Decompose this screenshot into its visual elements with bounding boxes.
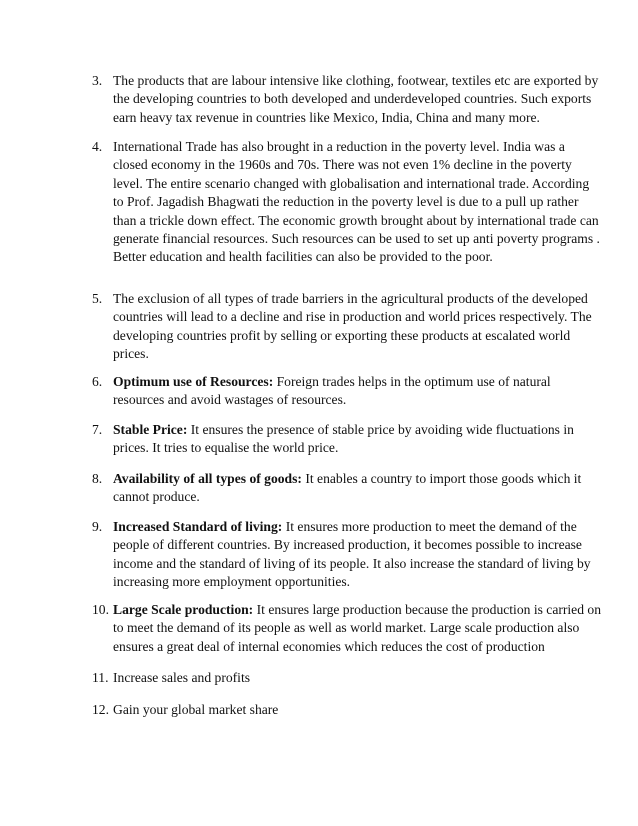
item-heading: Stable Price: (113, 422, 188, 437)
list-item-9 (92, 518, 591, 592)
item-number: 11. (92, 670, 109, 685)
text-line: than a trickle down effect. The economic growth brought about by international trade can (113, 212, 599, 228)
text-line: earn heavy tax revenue in countries like Mexico, India, China and many more. (113, 109, 540, 125)
item-number: 6. (92, 374, 103, 389)
item-number: 8. (92, 471, 103, 486)
list-item-6 (92, 373, 564, 410)
item-number: 10. (92, 602, 109, 617)
text-line: the developing countries to both developed and underdeveloped countries. Such exports (113, 91, 592, 107)
list-item-10 (92, 601, 602, 656)
item-number: 4. (92, 139, 103, 154)
item-heading-rest: It ensures large production because the production is carried on (253, 602, 602, 617)
text-line: International Trade has also brought in a reduction in the poverty level. India was a (113, 139, 565, 154)
list-item-8 (92, 470, 582, 507)
text-line: cannot produce. (113, 489, 200, 505)
item-text (113, 373, 564, 410)
item-heading: Increased Standard of living: (113, 519, 283, 534)
item-text (113, 518, 591, 592)
list-item-12 (92, 701, 564, 719)
item-number: 5. (92, 291, 103, 306)
text-line: to Prof. Jagadish Bhagwati the reduction in the poverty level is due to a pull up rather (113, 194, 579, 210)
item-heading: Large Scale production: (113, 602, 254, 617)
text-line (113, 518, 577, 536)
item-heading-rest: It ensures the presence of stable price by avoiding wide fluctuations in (187, 422, 574, 437)
item-text (113, 701, 564, 719)
item-text (113, 72, 599, 127)
text-line: people of different countries. By increased production, it becomes possible to increase (113, 537, 582, 553)
text-line: income and the standard of living of its people. It also increase the standard of living by (113, 555, 591, 571)
text-line: The products that are labour intensive like clothing, footwear, textiles etc are exported by (113, 73, 599, 88)
text-line: developing countries profit by selling or exporting these products at escalated world (113, 327, 571, 343)
item-heading-rest: It ensures more production to meet the demand of the (282, 519, 577, 534)
text-line: closed economy in the 1960s and 70s. There was not even 1% decline in the poverty (113, 157, 572, 173)
text-line: The exclusion of all types of trade barriers in the agricultural products of the developed (113, 291, 588, 306)
list-item-5 (92, 290, 592, 364)
list-item-4 (92, 138, 600, 267)
item-text (113, 669, 564, 687)
list-item-3 (92, 72, 599, 127)
text-line: countries will lead to a decline and rise in production and world prices respectively. The (113, 309, 592, 325)
text-line: level. The entire scenario changed with globalisation and international trade. According (113, 175, 590, 191)
item-heading: Availability of all types of goods: (113, 471, 302, 486)
list-item-11 (92, 669, 564, 687)
item-number: 3. (92, 73, 103, 88)
text-line: ensures a great deal of internal economies which reduces the cost of production (113, 638, 545, 654)
text-line (113, 601, 602, 619)
text-line: prices. It tries to equalise the world price. (113, 440, 339, 456)
item-number: 7. (92, 422, 103, 437)
text-line (113, 421, 574, 439)
text-line: prices. (113, 346, 149, 362)
item-text (113, 138, 600, 267)
text-line: generate financial resources. Such resources can be used to set up anti poverty programs . (113, 231, 600, 247)
text-line: to meet the demand of its people as well as world market. Large scale production also (113, 620, 580, 636)
item-text (113, 421, 574, 458)
item-number: 9. (92, 519, 103, 534)
text-line: Better education and health facilities can also be provided to the poor. (113, 249, 493, 265)
item-number: 12. (92, 702, 109, 717)
text-line: increasing more employment opportunities. (113, 574, 351, 590)
text-line (113, 373, 564, 391)
text-line: Gain your global market share (113, 702, 279, 717)
item-heading-rest: Foreign trades helps in the optimum use of natural (273, 374, 551, 389)
text-line: Increase sales and profits (113, 670, 251, 685)
item-text (113, 290, 592, 364)
item-text (113, 470, 582, 507)
item-heading: Optimum use of Resources: (113, 374, 274, 389)
item-text (113, 601, 602, 656)
list-item-7 (92, 421, 574, 458)
text-line (113, 470, 582, 488)
item-heading-rest: It enables a country to import those goods which it (301, 471, 582, 486)
text-line: resources and avoid wastages of resources. (113, 392, 347, 408)
